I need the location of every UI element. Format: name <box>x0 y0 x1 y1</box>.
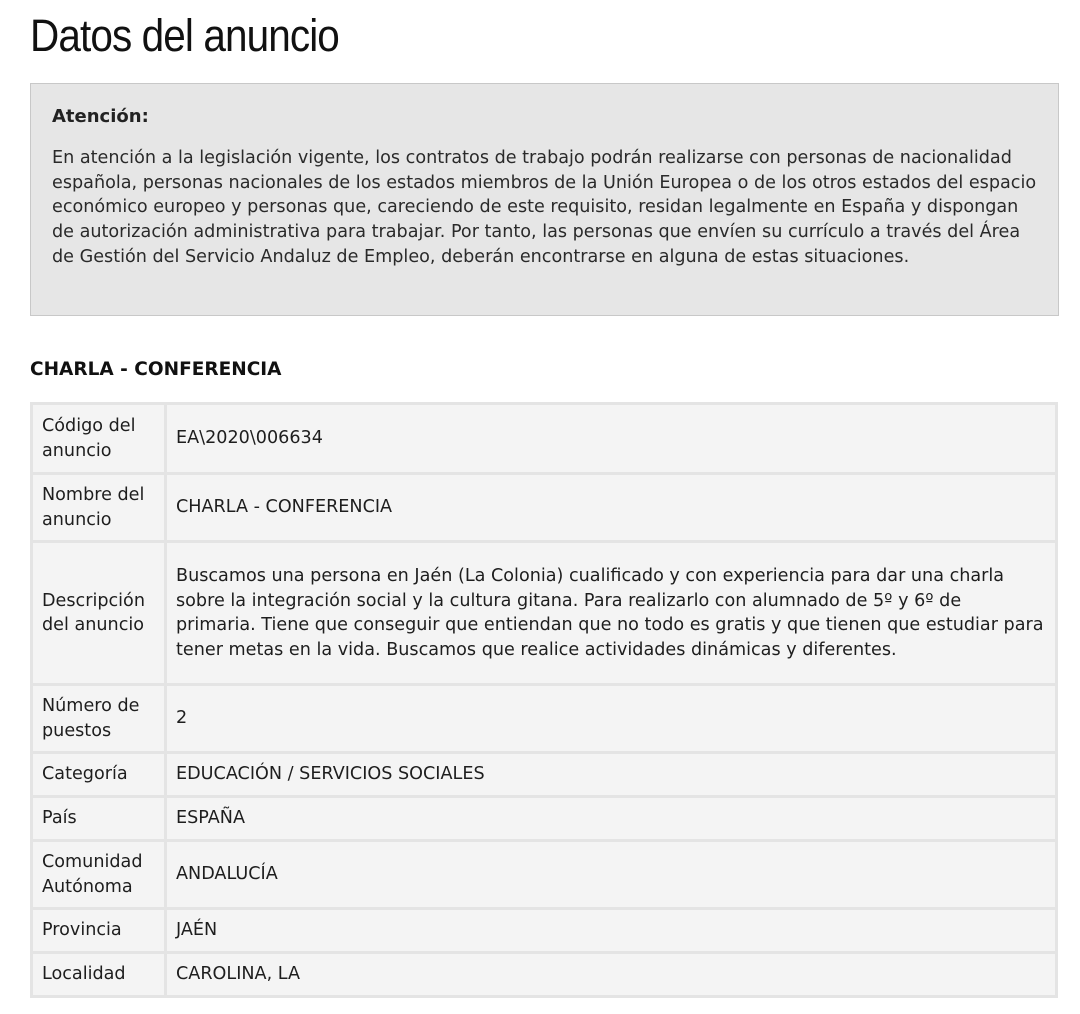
row-descripcion <box>32 542 1057 685</box>
section-title: CHARLA - CONFERENCIA <box>30 359 282 380</box>
row-value: EDUCACIÓN / SERVICIOS SOCIALES <box>166 753 1057 797</box>
row-label: Código del anuncio <box>32 404 166 474</box>
row-codigo <box>32 404 1057 474</box>
row-value: 2 <box>166 685 1057 753</box>
row-value: CHARLA - CONFERENCIA <box>166 474 1057 542</box>
row-label: Número de puestos <box>32 685 166 753</box>
row-label: Comunidad Autónoma <box>32 841 166 909</box>
row-label: País <box>32 797 166 841</box>
row-comunidad <box>32 841 1057 909</box>
row-value: JAÉN <box>166 909 1057 953</box>
row-value: Buscamos una persona en Jaén (La Colonia) cualificado y con experiencia para dar una charla sobre la integración social y la cultura gitana. Para realizarlo con alumnado de 5º y 6º de primaria. Tiene que conseguir que entiendan que no todo es gratis y que tienen que estudiar para tener metas en la vida. Buscamos que realice actividades dinámicas y diferentes. <box>166 542 1057 685</box>
notice-title: Atención: <box>52 106 149 127</box>
row-puestos <box>32 685 1057 753</box>
row-pais <box>32 797 1057 841</box>
row-value: ESPAÑA <box>166 797 1057 841</box>
page-title: Datos del anuncio <box>30 10 339 61</box>
row-value: ANDALUCÍA <box>166 841 1057 909</box>
row-label: Descripción del anuncio <box>32 542 166 685</box>
row-value: CAROLINA, LA <box>166 953 1057 997</box>
row-label: Nombre del anuncio <box>32 474 166 542</box>
row-label: Categoría <box>32 753 166 797</box>
attention-notice <box>30 83 1059 316</box>
row-categoria <box>32 753 1057 797</box>
row-provincia <box>32 909 1057 953</box>
details-table <box>30 402 1058 998</box>
row-localidad <box>32 953 1057 997</box>
row-label: Provincia <box>32 909 166 953</box>
notice-text: En atención a la legislación vigente, los contratos de trabajo podrán realizarse con personas de nacionalidad española, personas nacionales de los estados miembros de la Unión Europea o de los otros estados del espacio económico europeo y personas que, careciendo de este requisito, residan legalmente en España y dispongan de autorización administrativa para trabajar. Por tanto, las personas que envíen su currículo a través del Área de Gestión del Servicio Andaluz de Empleo, deberán encontrarse en alguna de estas situaciones. <box>52 148 1037 267</box>
row-value: EA\2020\006634 <box>166 404 1057 474</box>
row-label: Localidad <box>32 953 166 997</box>
row-nombre <box>32 474 1057 542</box>
